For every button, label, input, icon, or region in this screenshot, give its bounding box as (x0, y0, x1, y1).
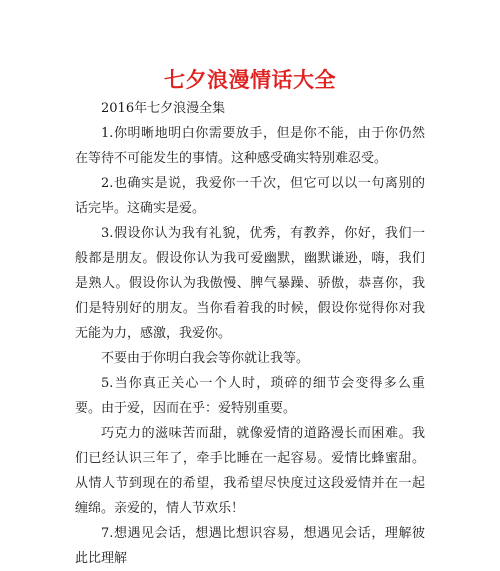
paragraph-3: 3.假设你认为我有礼貌，优秀，有教养，你好，我们一般都是朋友。假设你认为我可爱幽默，幽默谦逊，嗨，我们是熟人。假设你认为我傲慢、脾气暴躁、骄傲，恭喜你，我们是特别好的朋友。当你看着我的时候，假设你觉得你对我无能为力，感激，我爱你。 (75, 226, 425, 341)
paragraph-6: 巧克力的滋味苦而甜，就像爱情的道路漫长而困难。我们已经认识三年了，牵手比睡在一起容易。爱情比蜂蜜甜。从情人节到现在的希望，我希望尽快度过这段爱情并在一起缠绵。亲爱的，情人节欢乐！ (75, 426, 425, 516)
paragraph-1: 1.你明晰地明白你需要放手，但是你不能，由于你仍然在等待不可能发生的事情。这种感受确实特别难忍受。 (75, 126, 425, 166)
paragraph-7: 7.想遇见会话，想遇比想识容易，想遇见会话，理解彼此比理解 (75, 526, 425, 566)
paragraph-subtitle: 2016年七夕浪漫全集 (101, 101, 226, 116)
document-body (75, 96, 425, 571)
paragraph-2: 2.也确实是说，我爱你一千次，但它可以以一句离别的话完毕。这确实是爱。 (75, 176, 425, 216)
document-title: 七夕浪漫情话大全 (164, 68, 336, 92)
paragraph-5: 5.当你真正关心一个人时，琐碎的细节会变得多么重要。由于爱，因而在乎：爱特别重要。 (75, 376, 425, 416)
paragraph-4: 不要由于你明白我会等你就让我等。 (101, 351, 310, 366)
